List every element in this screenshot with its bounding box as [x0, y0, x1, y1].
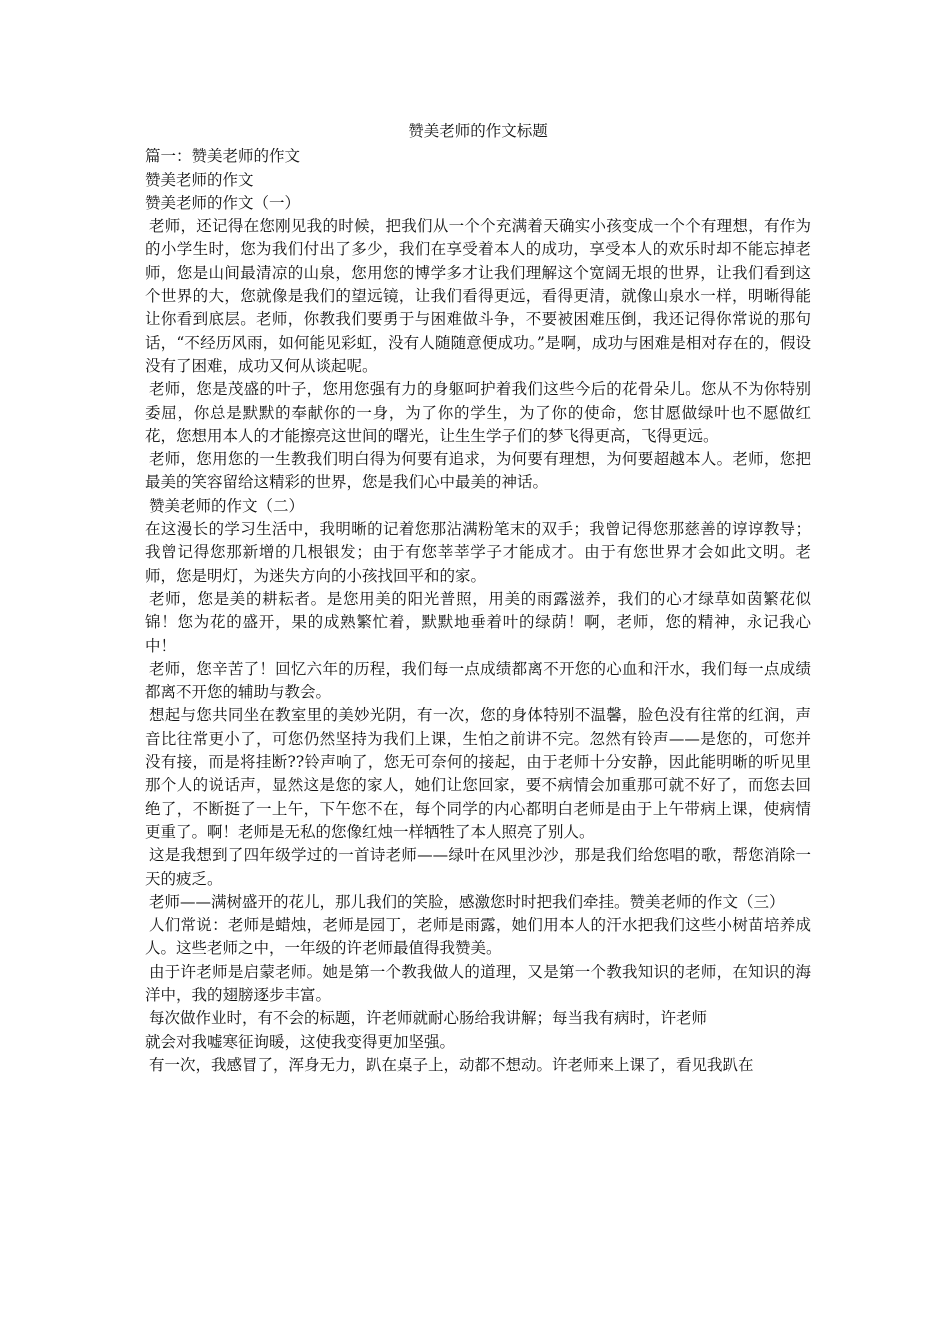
paragraph: 老师，您用您的一生教我们明白得为何要有追求，为何要有理想，为何要超越本人。老师，您把最美的笑容留给这精彩的世界，您是我们心中最美的神话。 [145, 450, 811, 492]
paragraph: 由于许老师是启蒙老师。她是第一个教我做人的道理，又是第一个教我知识的老师，在知识的海洋中，我的翅膀逐步丰富。 [145, 962, 811, 1004]
paragraph: 老师——满树盛开的花儿，那儿我们的笑脸，感激您时时把我们牵挂。赞美老师的作文（三） [149, 892, 785, 911]
essay-heading: 赞美老师的作文（一） [145, 193, 301, 212]
paragraph: 人们常说：老师是蜡烛，老师是园丁，老师是雨露，她们用本人的汗水把我们这些小树苗培养成人。这些老师之中，一年级的许老师最值得我赞美。 [145, 916, 811, 958]
section-heading: 篇一：赞美老师的作文 [145, 147, 301, 166]
section-subheading: 赞美老师的作文 [145, 170, 254, 189]
paragraph: 每次做作业时，有不会的标题，许老师就耐心肠给我讲解；每当我有病时，许老师 [149, 1009, 708, 1028]
paragraph: 想起与您共同坐在教室里的美妙光阴，有一次，您的身体特别不温馨，脸色没有往常的红润，声音比往常更小了，可您仍然坚持为我们上课，生怕之前讲不完。忽然有铃声——是您的，可您并没有接，而是将挂断??铃声响了，您无可奈何的接起，由于老师十分安静，因此能明晰的听见里那个人的说话声，显然这是您的家人，她们让您回家，要不病情会加重那可就不好了，而您去回绝了，不断挺了一上午，下午您不在，每个同学的内心都明白老师是由于上午带病上课，使病情更重了。啊！老师是无私的您像红烛一样牺牲了本人照亮了别人。 [145, 706, 811, 841]
document-page [145, 120, 811, 1077]
paragraph: 老师，您是茂盛的叶子，您用您强有力的身躯呵护着我们这些今后的花骨朵儿。您从不为你特别委屈，你总是默默的奉献你的一身，为了你的学生，为了你的使命，您甘愿做绿叶也不愿做红花，您想用本人的才能擦亮这世间的曙光，让生生学子们的梦飞得更高，飞得更远。 [145, 380, 811, 445]
document-title: 赞美老师的作文标题 [408, 122, 548, 140]
paragraph: 在这漫长的学习生活中，我明晰的记着您那沾满粉笔末的双手；我曾记得您那慈善的谆谆教导；我曾记得您那新增的几根银发；由于有您莘莘学子才能成才。由于有您世界才会如此文明。老师，您是明灯，为迷失方向的小孩找回平和的家。 [145, 520, 811, 585]
paragraph: 就会对我嘘寒征询暖，这使我变得更加坚强。 [145, 1032, 456, 1051]
paragraph: 老师，您辛苦了！回忆六年的历程，我们每一点成绩都离不开您的心血和汗水，我们每一点成绩都离不开您的辅助与教会。 [145, 659, 811, 702]
paragraph: 老师，还记得在您刚见我的时候，把我们从一个个充满着天确实小孩变成一个个有理想，有作为的小学生时，您为我们付出了多少，我们在享受着本人的成功，享受本人的欢乐时却不能忘掉老师，您是山间最清凉的山泉，您用您的博学多才让我们理解这个宽阔无垠的世界，让我们看到这个世界的大，您就像是我们的望远镜，让我们看得更远，看得更清，就像山泉水一样，明晰得能让你看到底层。老师，你教我们要勇于与困难做斗争，不要被困难压倒，我还记得你常说的那句话，“不经历风雨，如何能见彩虹，没有人随随意便成功。”是啊，成功与困难是相对存在的，假设没有了困难，成功又何从谈起呢。 [145, 217, 811, 375]
paragraph: 有一次，我感冒了，浑身无力，趴在桌子上，动都不想动。许老师来上课了，看见我趴在 [149, 1055, 754, 1074]
paragraph: 老师，您是美的耕耘者。是您用美的阳光普照，用美的雨露滋养，我们的心才绿草如茵繁花似锦！您为花的盛开，果的成熟繁忙着，默默地垂着叶的绿荫！啊，老师，您的精神，永记我心中！ [145, 589, 811, 655]
paragraph: 这是我想到了四年级学过的一首诗老师——绿叶在风里沙沙，那是我们给您唱的歌，帮您消除一天的疲乏。 [145, 846, 811, 888]
essay-heading: 赞美老师的作文（二） [149, 496, 305, 515]
